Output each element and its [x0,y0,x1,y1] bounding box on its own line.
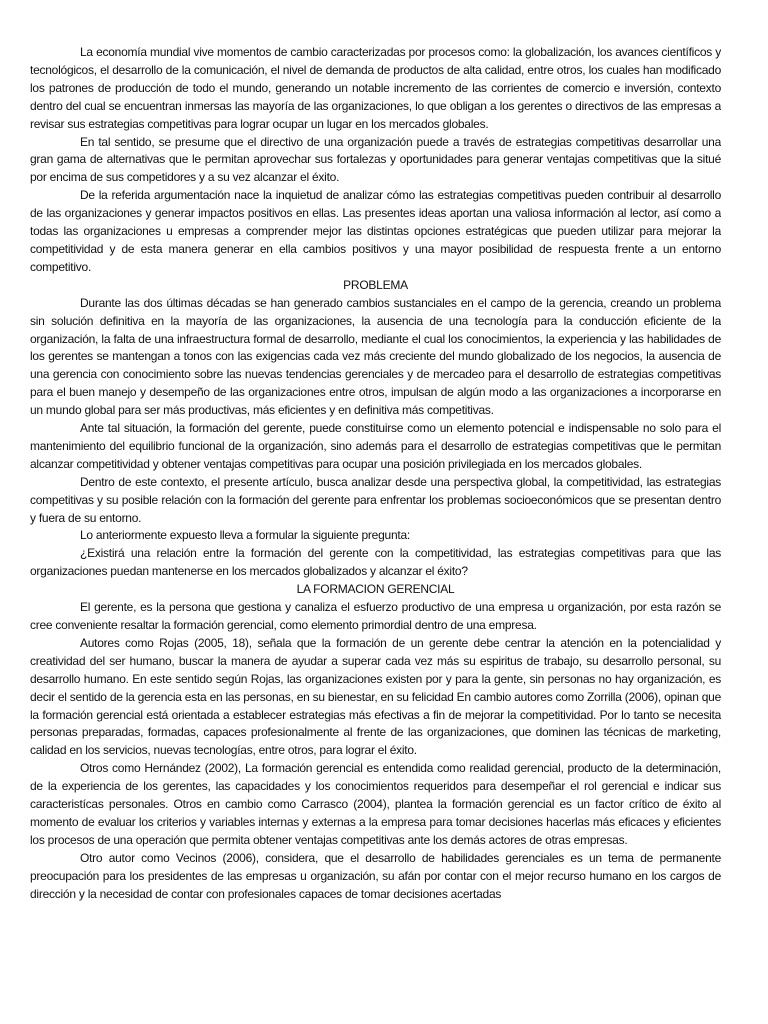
paragraph-estrategias: En tal sentido, se presume que el directivo de una organización puede a través de estrategias competitivas desarrollar una gran gama de alternativas que le permitan aprovechar sus fortalezas y oportunidades para generar ventajas competitivas que la situé por encima de sus competidores y a su vez alcanzar el éxito. [30,134,721,185]
paragraph-problema: Durante las dos últimas décadas se han generado cambios sustanciales en el campo de la gerencia, creando un problema sin solución definitiva en la mayoría de las organizaciones, la ausencia de una tecnología para la conducción eficiente de la organización, la falta de una infraestructura formal de desarrollo, mediante el cual los conocimientos, la experiencia y las habilidades de los gerentes se mantengan a tonos con las exigencias cada vez más creciente del mundo globalizado de los negocios, la ausencia de una gerencia con conocimiento sobre las nuevas tendencias gerenciales y de mercadeo para el desarrollo de estrategias competitivas para el buen manejo y desempeño de las organizaciones entre otros, impulsan de algún modo a las organizaciones a incorporarse en un mundo global para ser más productivas, más eficientes y en definitiva más competitivas. [30,295,721,418]
paragraph-gerente: El gerente, es la persona que gestiona y canaliza el esfuerzo productivo de una empresa u organización, por esta razón se cree conveniente resaltar la formación gerencial, como elemento primordial dentro de una empresa. [30,600,721,632]
paragraph-pregunta: ¿Existirá una relación entre la formación del gerente con la competitividad, las estrategias competitivas para que las organizaciones puedan mantenerse en los mercados globalizados y alcanzar el éxito? [30,546,721,579]
paragraph-hernandez: Otros como Hernández (2002), La formación gerencial es entendida como realidad gerencial, producto de la determinación, de la experiencia de los gerentes, las capacidades y los conocimientos requeridos para desempeñar el rol gerencial e indicar sus caracteristícas personales. Otros en cambio como Carrasco (2004), plantea la formación gerencial es un factor crítico de éxito al momento de evaluar los criterios y variables internas y externas a la empresa para tomar decisiones hacerlas más eficaces y eficientes los procesos de una operación que permita obtener ventajas competitivas ante los demás actores de otras empresas. [30,761,721,847]
paragraph-contexto: Dentro de este contexto, el presente artículo, busca analizar desde una perspectiva global, la competitividad, las estrategias competitivas y su posible relación con la formación del gerente para enfrentar los problemas socioeconómicos que se presentan dentro y fuera de su entorno. [30,474,721,525]
paragraph-vecinos: Otro autor como Vecinos (2006), considera, que el desarrollo de habilidades gerenciales es un tema de permanente preocupación para los presidentes de las empresas u organización, su afán por contar con el mejor recurso humano en los cargos de dirección y la necesidad de contar con profesionales capaces de tomar decisiones acertadas [30,850,721,901]
paragraph-argumentacion: De la referida argumentación nace la inquietud de analizar cómo las estrategias competitivas pueden contribuir al desarrollo de las organizaciones y generar impactos positivos en ellas. Las presentes ideas aportan una valiosa información al lector, así como a todas las organizaciones u empresas a comprender mejor las distintas opciones estratégicas que pueden utilizar para mejorar la competitividad y de esta manera generar en ella cambios positivos y una mayor posibilidad de respuesta frente a un entorno competitivo. [30,188,721,274]
heading-problema: PROBLEMA [343,277,408,292]
paragraph-rojas: Autores como Rojas (2005, 18), señala que la formación de un gerente debe centrar la atención en la potencialidad y creatividad del ser humano, buscar la manera de ayudar a superar cada vez más su espiritus de trabajo, su desarrollo personal, su desarrollo humano. En este sentido según Rojas, las organizaciones existen por y para la gente, sin personas no hay organización, es decir el sentido de la gerencia esta en las personas, en su bienestar, en su felicidad En cambio autores como Zorrilla (2006), opinan que la formación gerencial está orientada a establecer estrategias más efectivas a fin de mejorar la competitividad. Por lo tanto se necesita personas preparadas, formadas, capaces profesionalmente al frente de las organizaciones, que dominen las técnicas de marketing, calidad en los servicios, nuevas tecnologías, entre otros, para lograr el éxito. [30,635,721,758]
paragraph-intro: La economía mundial vive momentos de cambio caracterizadas por procesos como: la globalización, los avances científicos y tecnológicos, el desarrollo de la comunicación, el nivel de demanda de productos de alta calidad, entre otros, los cuales han modificado los patrones de producción de todo el mundo, generando un notable incremento de las corrientes de comercio e inversión, contexto dentro del cual se encuentran inmersas las mayoría de las organizaciones, lo que obligan a los gerentes o directivos de las empresas a revisar sus estrategias competitivas para lograr ocupar un lugar en los mercados globales. [30,45,721,131]
heading-formacion-gerencial: LA FORMACION GERENCIAL [296,582,455,597]
paragraph-pregunta-intro: Lo anteriormente expuesto lleva a formular la siguiente pregunta: [80,528,410,543]
paragraph-situacion: Ante tal situación, la formación del gerente, puede constituirse como un elemento potencial e indispensable no solo para el mantenimiento del equilibrio funcional de la organización, sino además para el desarrollo de estrategias competitivas que le permitan alcanzar competitividad y obtener ventajas competitivas para ocupar una posición privilegiada en los mercados globales. [30,421,721,471]
document-page [30,44,721,1016]
